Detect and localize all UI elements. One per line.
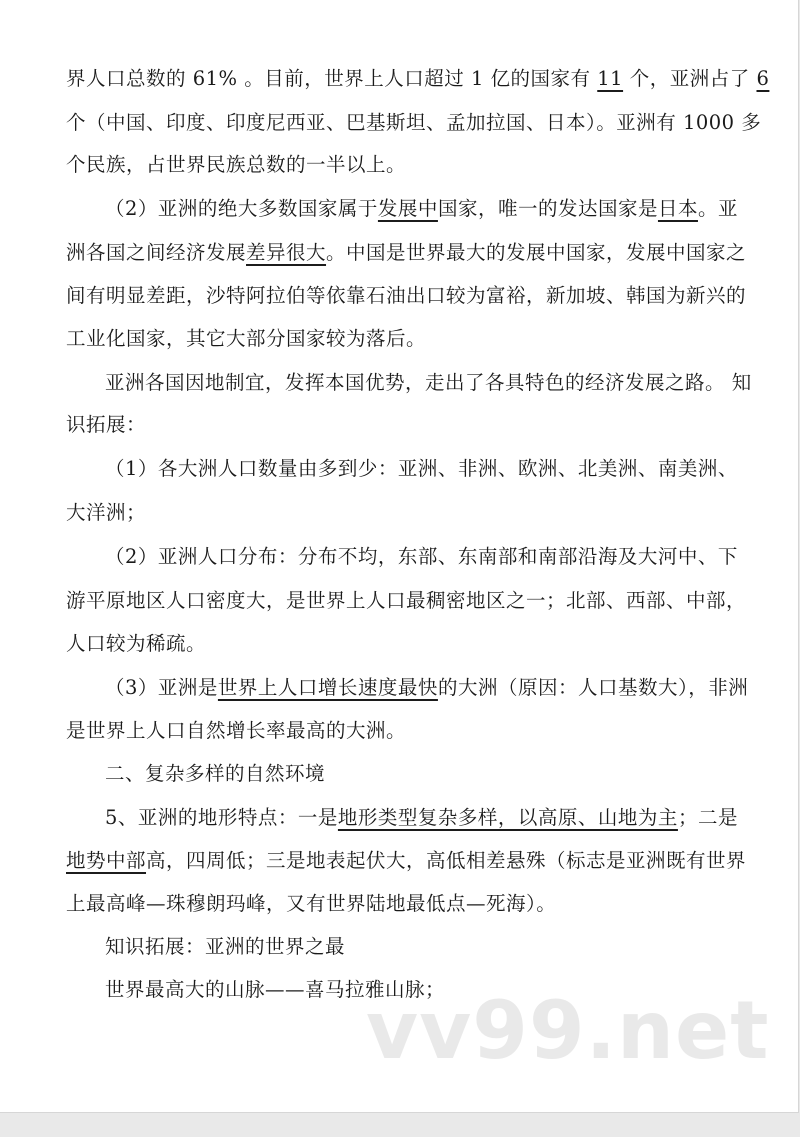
underlined-answer: 发展中	[377, 197, 438, 220]
text-segment: 。亚	[697, 197, 738, 220]
text-segment: 的大洲（原因：人口基数大），非洲	[437, 676, 749, 699]
text-line	[66, 588, 746, 614]
text-segment: 。中国是世界最大的发展中国家，发展中国家之	[326, 241, 747, 264]
text-segment: （3）亚洲是	[105, 676, 218, 699]
text-line	[66, 891, 556, 917]
text-segment: 大洋洲；	[66, 501, 147, 524]
text-line	[66, 152, 406, 178]
underlined-answer: 日本	[657, 197, 698, 220]
text-segment: ；二是	[677, 806, 738, 829]
text-line	[66, 240, 746, 266]
text-segment: 知识拓展：亚洲的世界之最	[105, 935, 346, 958]
text-line	[66, 412, 146, 438]
underlined-answer: 差异很大	[246, 241, 327, 264]
text-segment: 识拓展：	[66, 413, 147, 436]
text-line	[66, 326, 426, 352]
text-segment: （2）亚洲的绝大多数国家属于	[105, 197, 378, 220]
text-line	[66, 631, 206, 657]
text-line	[66, 110, 761, 136]
text-line	[105, 805, 738, 831]
text-line	[66, 718, 406, 744]
underlined-answer: 6	[756, 67, 770, 90]
text-segment: 个民族，占世界民族总数的一半以上。	[66, 153, 407, 176]
underlined-answer: 11	[597, 67, 624, 90]
text-segment: 个（中国、印度、印度尼西亚、巴基斯坦、孟加拉国、日本）。亚洲有 1000 多	[66, 111, 762, 134]
text-segment: 个，亚洲占了	[623, 67, 757, 90]
text-segment: 游平原地区人口密度大，是世界上人口最稠密地区之一；北部、西部、中部，	[66, 589, 747, 612]
text-line	[105, 456, 738, 482]
text-line	[66, 66, 769, 92]
text-line	[105, 544, 738, 570]
text-segment: 5、亚洲的地形特点：一是	[105, 806, 338, 829]
text-line	[105, 196, 738, 222]
text-segment: 界人口总数的 61% 。目前，世界上人口超过 1 亿的国家有	[66, 67, 598, 90]
text-segment: 国家，唯一的发达国家是	[437, 197, 658, 220]
text-line	[105, 934, 345, 960]
text-line	[105, 370, 752, 396]
text-segment: 世界最高大的山脉——喜马拉雅山脉；	[105, 978, 446, 1001]
text-segment: （2）亚洲人口分布：分布不均，东部、东南部和南部沿海及大河中、下	[105, 545, 738, 568]
text-segment: 上最高峰—珠穆朗玛峰，又有世界陆地最低点—死海）。	[66, 892, 557, 915]
underlined-answer: 地形类型复杂多样，以高原、山地为主	[337, 806, 678, 829]
underlined-answer: 世界上人口增长速度最快	[217, 676, 438, 699]
text-segment: 亚洲各国因地制宜，发挥本国优势，走出了各具特色的经济发展之路。 知	[105, 371, 752, 394]
text-segment: 二、复杂多样的自然环境	[105, 762, 326, 785]
text-line	[66, 500, 146, 526]
text-segment: 间有明显差距，沙特阿拉伯等依靠石油出口较为富裕，新加坡、韩国为新兴的	[66, 284, 747, 307]
text-segment: 洲各国之间经济发展	[66, 241, 247, 264]
text-segment: （1）各大洲人口数量由多到少：亚洲、非洲、欧洲、北美洲、南美洲、	[105, 457, 738, 480]
text-line	[66, 848, 746, 874]
text-segment: 高，四周低；三是地表起伏大，高低相差悬殊（标志是亚洲既有世界	[146, 849, 747, 872]
text-segment: 是世界上人口自然增长率最高的大洲。	[66, 719, 407, 742]
text-line	[66, 283, 746, 309]
text-segment: 人口较为稀疏。	[66, 632, 207, 655]
text-line	[105, 761, 325, 787]
underlined-answer: 地势中部	[66, 849, 147, 872]
text-line	[105, 675, 748, 701]
text-segment: 工业化国家，其它大部分国家较为落后。	[66, 327, 427, 350]
watermark: vv99.net	[366, 984, 770, 1077]
